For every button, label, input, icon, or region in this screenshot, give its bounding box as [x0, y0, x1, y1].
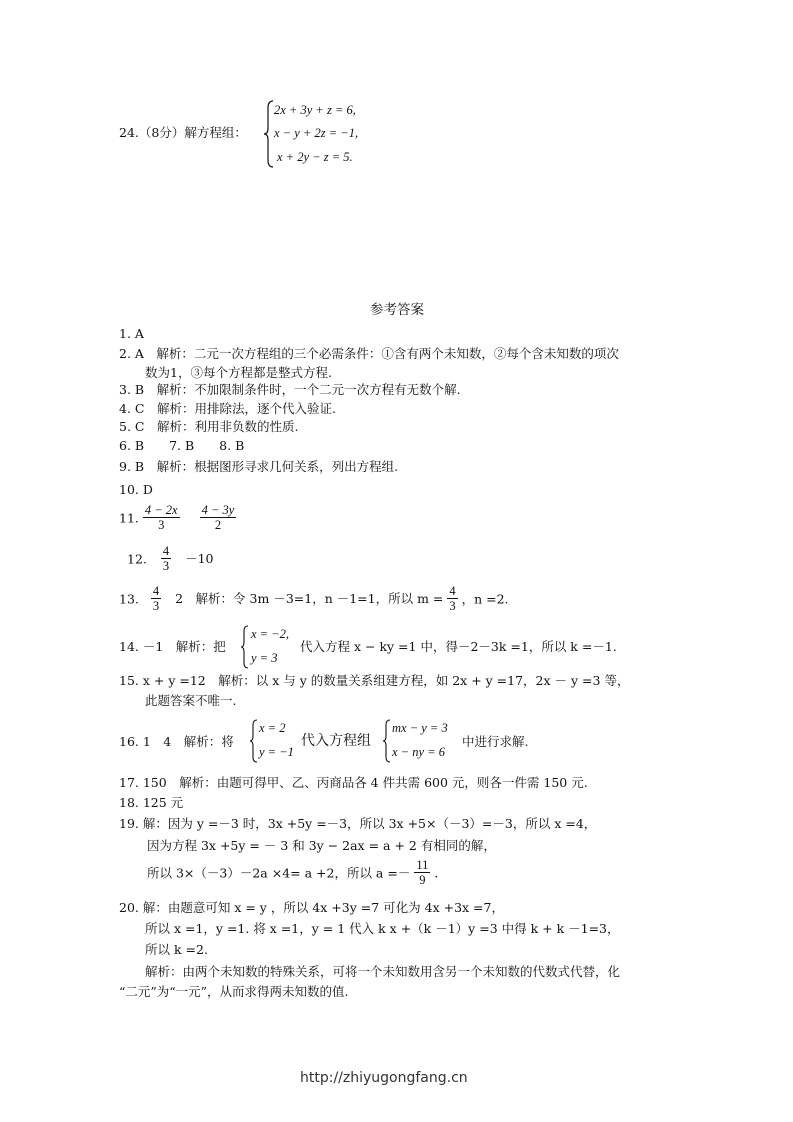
q24-eq3: x + 2y − z = 5. [277, 150, 353, 164]
fraction-denominator: 9 [419, 873, 426, 888]
answer-16-sys-1: x = 2 [259, 721, 286, 735]
answer-19-fraction [414, 858, 430, 889]
fraction-numerator: 4 − 2x [144, 503, 178, 517]
answer-16-post: 中进行求解. [462, 734, 529, 749]
answer-20-line4: 解析：由两个未知数的特殊关系，可将一个未知数用含另一个未知数的代数式代替，化 [145, 964, 621, 979]
answer-13-explanation: 2 解析：令 3m －3=1，n －1=1，所以 m = [175, 591, 444, 607]
answer-14-sys-1: x = −2, [251, 627, 290, 641]
answer-3: 3. B 解析：不加限制条件时，一个二元一次方程有无数个解. [119, 382, 461, 397]
answer-2-line1: 2. A 解析：二元一次方程组的三个必需条件：①含有两个未知数，②每个含未知数的项次 [119, 346, 619, 361]
q24-eq1: 2x + 3y + z = 6, [274, 103, 356, 117]
answer-19-line2: 因为方程 3x +5y = － 3 和 3y − 2ax = a + 2 有相同的解， [147, 838, 496, 853]
fraction-denominator: 3 [449, 599, 456, 614]
fraction-denominator: 3 [162, 559, 170, 574]
answer-20-line5: “二元”为“一元”，从而求得两未知数的值. [119, 984, 349, 999]
answer-2-line2: 数为1，③每个方程都是整式方程. [145, 365, 332, 380]
answer-4: 4. C 解析：用排除法，逐个代入验证. [119, 401, 336, 416]
answer-12-value: －10 [185, 551, 214, 567]
answer-16-pre: 16. 1 4 解析：将 [119, 734, 234, 749]
fraction-denominator: 2 [214, 518, 222, 533]
answer-12-label: 12. [127, 551, 147, 567]
answer-6-8: 6. B 7. B 8. B [119, 438, 245, 453]
answer-14-brace [240, 624, 250, 670]
answer-20-line2: 所以 x =1，y =1. 将 x =1，y = 1 代入 k x +（k －1）y =3 中得 k + k －1=3， [145, 921, 620, 936]
answer-13-tail: ，n =2. [461, 591, 509, 607]
answer-16-sys-2: y = −1 [259, 745, 294, 759]
answer-11-fraction-2 [200, 503, 237, 534]
answer-14-post: 代入方程 x − ky =1 中，得－2－3k =1，所以 k =－1. [300, 639, 617, 654]
answer-11-label: 11. [119, 510, 139, 526]
fraction-numerator: 4 − 3y [201, 503, 235, 517]
answer-19-line3-text: 所以 3×（－3）－2a ×4= a +2，所以 a =－ [147, 865, 411, 881]
answer-20-line3: 所以 k =2. [145, 942, 208, 957]
answers-title: 参考答案 [370, 302, 424, 318]
answer-13-fraction-2 [447, 584, 457, 615]
answer-19-line1: 19. 解：因为 y =－3 时，3x +5y =－3，所以 3x +5×（－3）=－3，所以 x =4， [119, 816, 597, 831]
answer-20-line1: 20. 解：由题意可知 x = y ，所以 4x +3y =7 可化为 4x +3x =7， [119, 900, 504, 915]
answer-15-line1: 15. x + y =12 解析：以 x 与 y 的数量关系组建方程，如 2x + y =17，2x － y =3 等， [119, 673, 630, 688]
answer-14-sys-2: y = 3 [251, 651, 278, 665]
footer-url: http://zhiyugongfang.cn [300, 1070, 468, 1086]
fraction-numerator: 4 [162, 544, 170, 558]
answer-13-label: 13. [119, 591, 139, 607]
answer-16-eq-1: mx − y = 3 [392, 721, 448, 735]
answer-13 [119, 584, 509, 615]
answer-12-fraction [161, 544, 171, 575]
answer-14-pre: 14. －1 解析：把 [119, 639, 226, 654]
answer-19-line3 [147, 858, 438, 889]
answer-1: 1. A [119, 326, 144, 341]
answer-11-fraction-1 [143, 503, 180, 534]
fraction-numerator: 4 [449, 584, 456, 598]
fraction-denominator: 3 [158, 518, 165, 533]
fraction-numerator: 4 [152, 584, 160, 598]
answer-11 [119, 503, 236, 534]
answer-10: 10. D [119, 482, 153, 497]
fraction-denominator: 3 [152, 599, 160, 614]
fraction-numerator: 11 [416, 858, 429, 872]
q24-eq2: x − y + 2z = −1, [274, 126, 359, 140]
answer-17: 17. 150 解析：由题可得甲、乙、丙商品各 4 件共需 600 元，则各一件需 150 元. [119, 775, 588, 790]
answer-16-brace-1 [249, 718, 259, 764]
q24-label: 24.（8分）解方程组： [119, 125, 247, 140]
answer-16-eq-2: x − ny = 6 [392, 745, 445, 759]
answer-13-fraction-1 [151, 584, 161, 615]
answer-19-line3-tail: . [434, 865, 439, 881]
answer-16-mid: 代入方程组 [301, 733, 371, 749]
answer-15-line2: 此题答案不唯一. [145, 693, 237, 708]
answer-12 [127, 544, 214, 575]
answer-18: 18. 125 元 [119, 795, 184, 810]
answer-16-brace-2 [382, 718, 392, 764]
answer-9: 9. B 解析：根据图形寻求几何关系，列出方程组. [119, 459, 399, 474]
answer-5: 5. C 解析：利用非负数的性质. [119, 419, 299, 434]
